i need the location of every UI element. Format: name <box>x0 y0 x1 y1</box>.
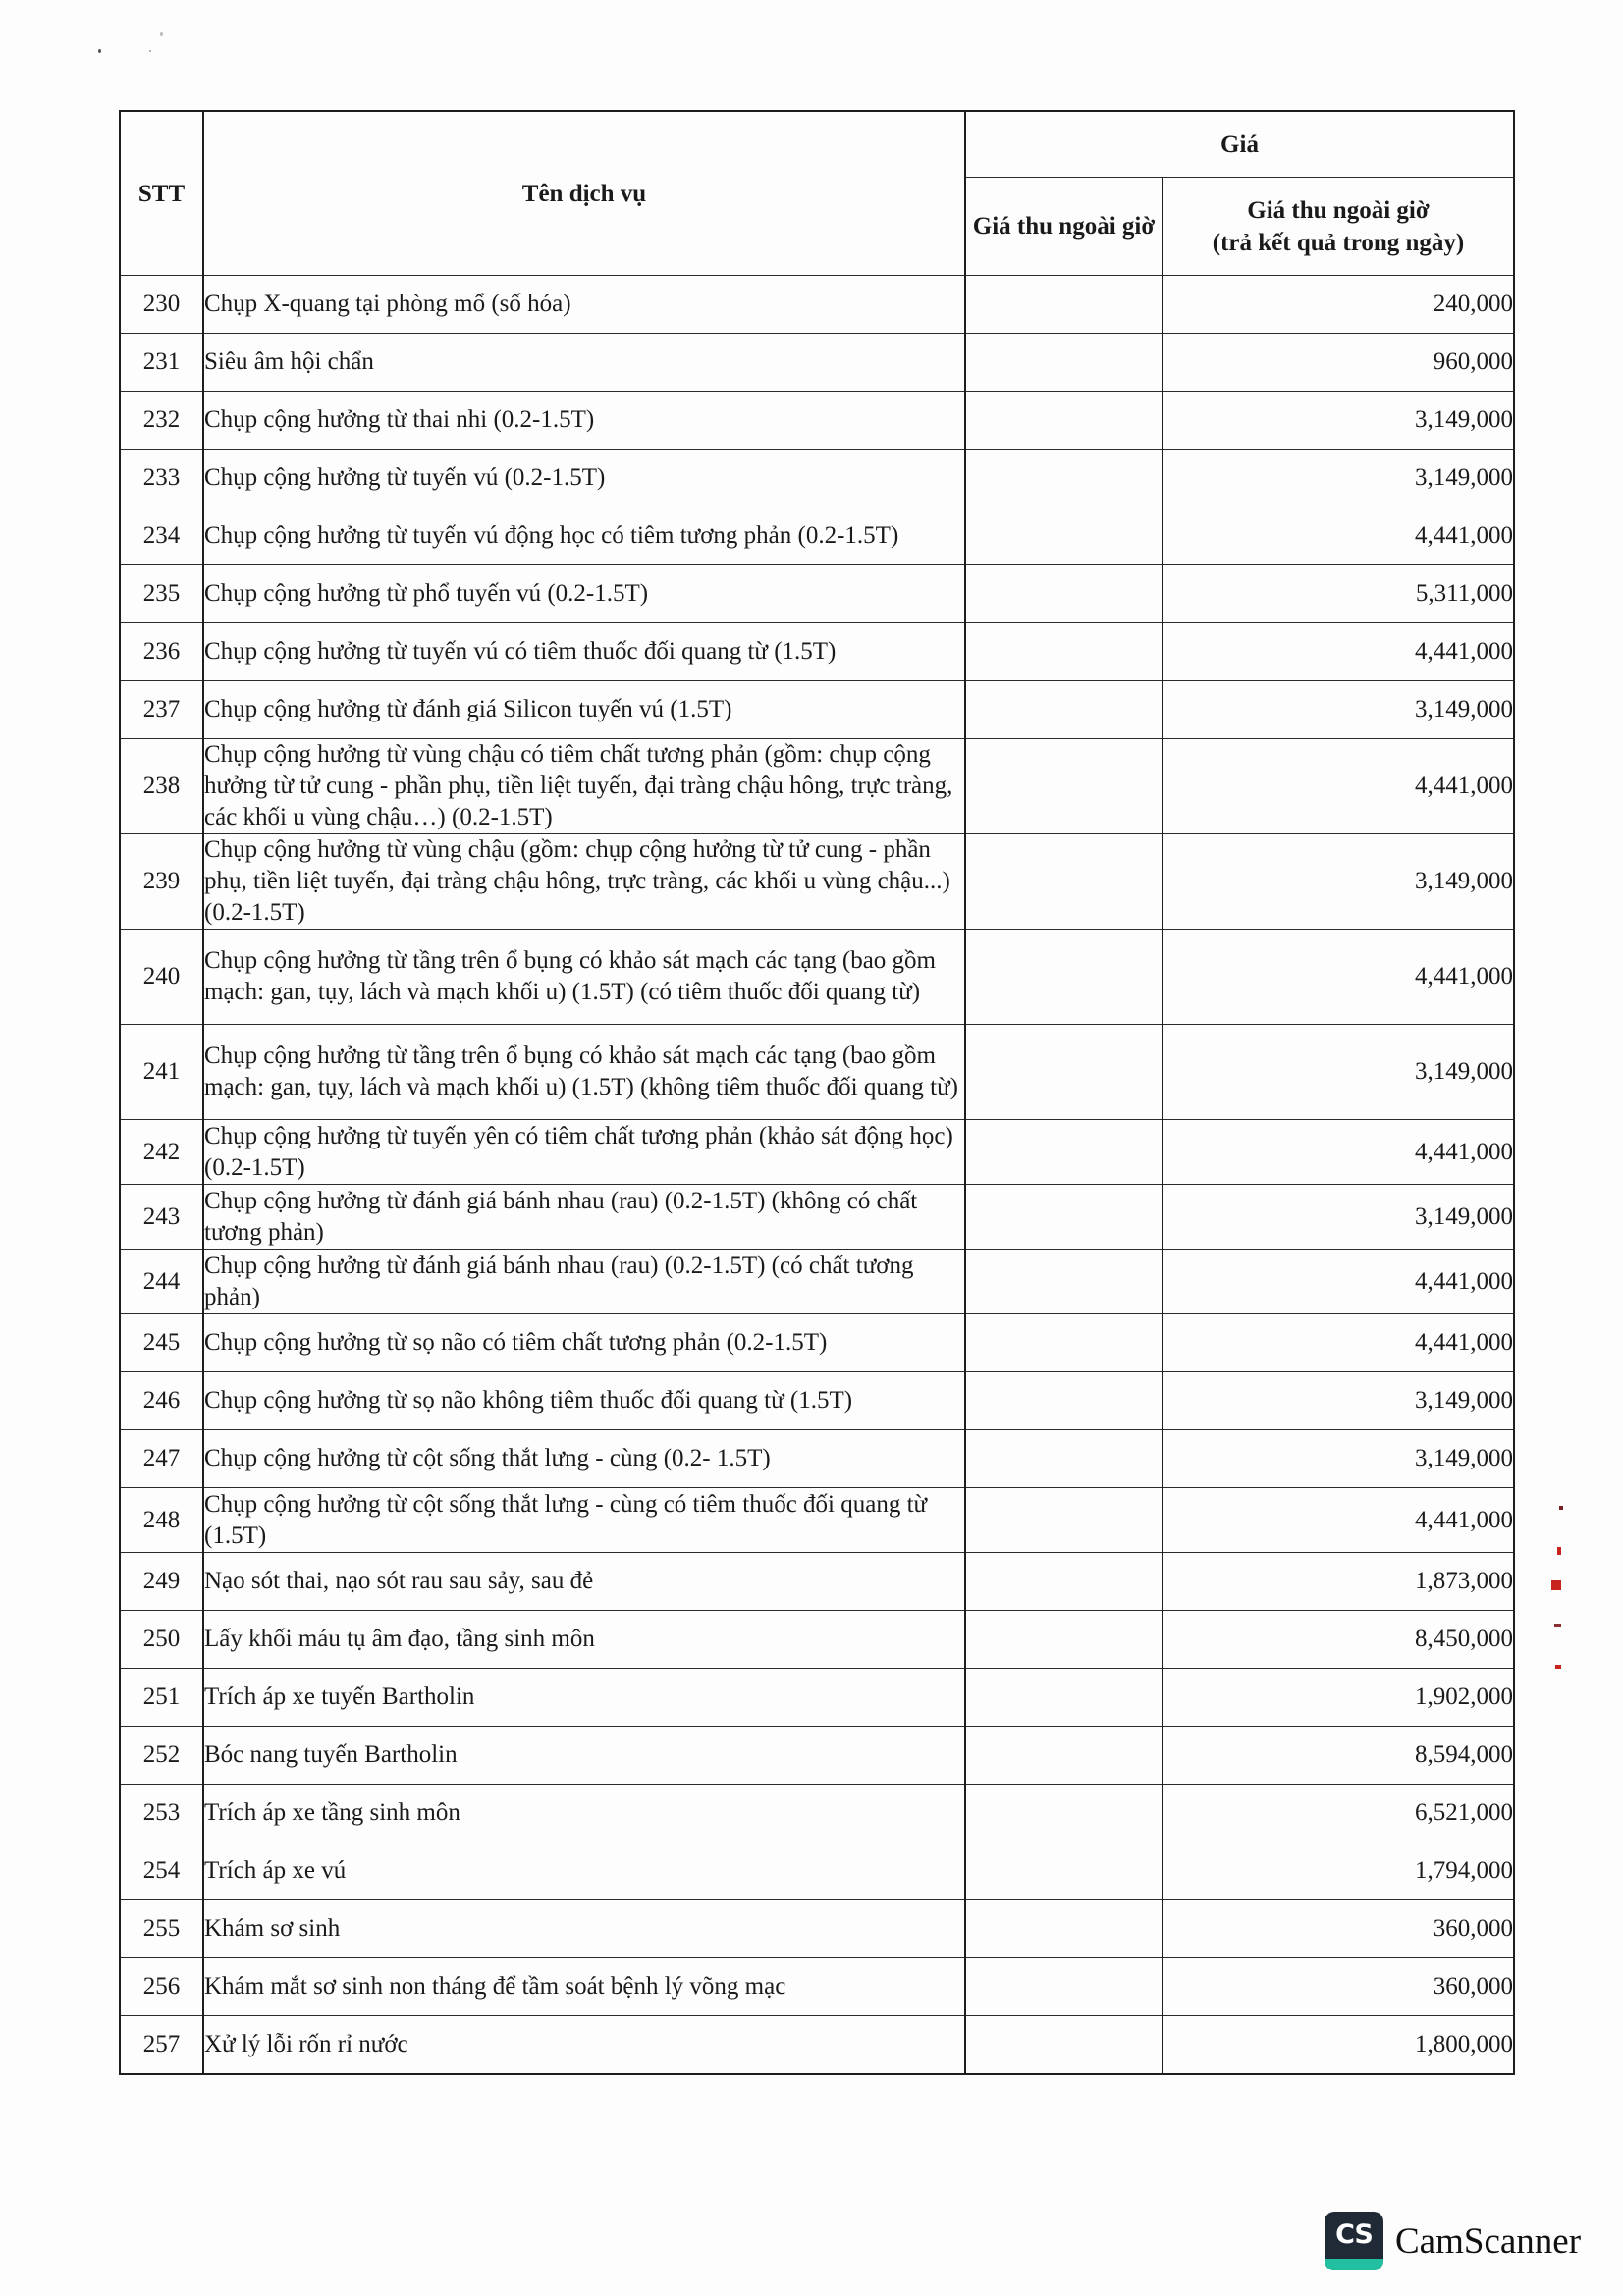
cell-price-after-hours <box>965 1025 1163 1120</box>
cell-stt: 251 <box>120 1669 203 1727</box>
table-row <box>120 1314 1514 1372</box>
table-row <box>120 1185 1514 1250</box>
table-row <box>120 834 1514 930</box>
cell-service-name: Nạo sót thai, nạo sót rau sau sảy, sau đẻ <box>203 1553 965 1611</box>
camscanner-badge-text: CS <box>1335 2219 1373 2250</box>
cell-stt: 238 <box>120 739 203 834</box>
cell-price-same-day: 3,149,000 <box>1163 1185 1514 1250</box>
table-row <box>120 1727 1514 1785</box>
cell-price-after-hours <box>965 1488 1163 1553</box>
cell-service-name: Khám mắt sơ sinh non tháng để tầm soát bệnh lý võng mạc <box>203 1958 965 2016</box>
cell-service-name: Chụp cộng hưởng từ sọ não không tiêm thuốc đối quang từ (1.5T) <box>203 1372 965 1430</box>
cell-price-same-day: 8,594,000 <box>1163 1727 1514 1785</box>
cell-stt: 249 <box>120 1553 203 1611</box>
cell-price-same-day: 960,000 <box>1163 334 1514 392</box>
camscanner-brand-name: CamScanner <box>1395 2220 1582 2262</box>
table-row <box>120 1120 1514 1185</box>
cell-price-same-day: 3,149,000 <box>1163 834 1514 930</box>
cell-service-name: Chụp cộng hưởng từ đánh giá bánh nhau (rau) (0.2-1.5T) (có chất tương phản) <box>203 1250 965 1314</box>
scan-speck <box>149 50 151 52</box>
cell-price-after-hours <box>965 1958 1163 2016</box>
cell-price-same-day: 4,441,000 <box>1163 1314 1514 1372</box>
header-price-same-day <box>1163 178 1514 276</box>
cell-price-same-day: 4,441,000 <box>1163 739 1514 834</box>
camscanner-badge-strip <box>1325 2259 1383 2270</box>
cell-price-same-day: 3,149,000 <box>1163 392 1514 450</box>
cell-service-name: Chụp cộng hưởng từ đánh giá Silicon tuyến vú (1.5T) <box>203 681 965 739</box>
cell-price-same-day: 1,902,000 <box>1163 1669 1514 1727</box>
cell-stt: 257 <box>120 2016 203 2075</box>
cell-stt: 241 <box>120 1025 203 1120</box>
cell-price-after-hours <box>965 1669 1163 1727</box>
table-row <box>120 565 1514 623</box>
cell-price-same-day: 8,450,000 <box>1163 1611 1514 1669</box>
scan-speck <box>98 49 101 53</box>
cell-service-name: Chụp cộng hưởng từ tầng trên ổ bụng có khảo sát mạch các tạng (bao gồm mạch: gan, tụy, lách và mạch khối u) (1.5T) (có tiêm thuốc đối quang từ) <box>203 930 965 1025</box>
header-price-group: Giá <box>965 111 1514 178</box>
cell-price-same-day: 4,441,000 <box>1163 507 1514 565</box>
cell-price-after-hours <box>965 1727 1163 1785</box>
cell-price-after-hours <box>965 1553 1163 1611</box>
table-row <box>120 1250 1514 1314</box>
cell-price-same-day: 5,311,000 <box>1163 565 1514 623</box>
cell-stt: 237 <box>120 681 203 739</box>
cell-stt: 250 <box>120 1611 203 1669</box>
cell-service-name: Khám sơ sinh <box>203 1900 965 1958</box>
table-row <box>120 276 1514 334</box>
cell-service-name: Chụp cộng hưởng từ vùng chậu (gồm: chụp cộng hưởng từ tử cung - phần phụ, tiền liệt tuyến, đại tràng chậu hông, trực tràng, các khối u vùng chậu...) (0.2-1.5T) <box>203 834 965 930</box>
table-row <box>120 1430 1514 1488</box>
cell-price-same-day: 3,149,000 <box>1163 450 1514 507</box>
table-row <box>120 392 1514 450</box>
table-row <box>120 1958 1514 2016</box>
cell-service-name: Chụp cộng hưởng từ phổ tuyến vú (0.2-1.5T) <box>203 565 965 623</box>
cell-price-same-day: 1,873,000 <box>1163 1553 1514 1611</box>
cell-service-name: Chụp cộng hưởng từ thai nhi (0.2-1.5T) <box>203 392 965 450</box>
cell-price-after-hours <box>965 1842 1163 1900</box>
cell-price-same-day: 360,000 <box>1163 1900 1514 1958</box>
cell-stt: 243 <box>120 1185 203 1250</box>
stamp-fragment <box>1555 1665 1561 1669</box>
cell-service-name: Chụp cộng hưởng từ tuyến vú (0.2-1.5T) <box>203 450 965 507</box>
cell-service-name: Chụp cộng hưởng từ đánh giá bánh nhau (rau) (0.2-1.5T) (không có chất tương phản) <box>203 1185 965 1250</box>
header-service-name: Tên dịch vụ <box>203 111 965 276</box>
cell-price-after-hours <box>965 392 1163 450</box>
cell-price-same-day: 3,149,000 <box>1163 1025 1514 1120</box>
cell-service-name: Chụp cộng hưởng từ cột sống thắt lưng - cùng (0.2- 1.5T) <box>203 1430 965 1488</box>
table-row <box>120 623 1514 681</box>
camscanner-watermark <box>1325 2212 1581 2270</box>
cell-price-after-hours <box>965 1120 1163 1185</box>
cell-price-same-day: 3,149,000 <box>1163 1430 1514 1488</box>
table-row <box>120 1669 1514 1727</box>
cell-price-after-hours <box>965 450 1163 507</box>
cell-service-name: Xử lý lỗi rốn rỉ nước <box>203 2016 965 2075</box>
cell-service-name: Bóc nang tuyến Bartholin <box>203 1727 965 1785</box>
table-row <box>120 930 1514 1025</box>
table-row <box>120 1488 1514 1553</box>
cell-service-name: Chụp cộng hưởng từ tuyến vú động học có tiêm tương phản (0.2-1.5T) <box>203 507 965 565</box>
cell-stt: 239 <box>120 834 203 930</box>
table-row <box>120 1900 1514 1958</box>
cell-price-same-day: 4,441,000 <box>1163 1120 1514 1185</box>
cell-service-name: Chụp cộng hưởng từ tuyến vú có tiêm thuốc đối quang từ (1.5T) <box>203 623 965 681</box>
table-row <box>120 507 1514 565</box>
table-row <box>120 1785 1514 1842</box>
cell-price-after-hours <box>965 739 1163 834</box>
table-row <box>120 2016 1514 2075</box>
cell-stt: 230 <box>120 276 203 334</box>
stamp-fragment <box>1554 1624 1561 1627</box>
cell-price-same-day: 240,000 <box>1163 276 1514 334</box>
cell-service-name: Chụp cộng hưởng từ sọ não có tiêm chất tương phản (0.2-1.5T) <box>203 1314 965 1372</box>
header-price-after-hours: Giá thu ngoài giờ <box>965 178 1163 276</box>
cell-price-same-day: 3,149,000 <box>1163 1372 1514 1430</box>
cell-service-name: Trích áp xe tầng sinh môn <box>203 1785 965 1842</box>
table-header <box>120 111 1514 276</box>
cell-price-after-hours <box>965 1900 1163 1958</box>
stamp-fragment <box>1559 1506 1563 1510</box>
cell-service-name: Chụp cộng hưởng từ tuyến yên có tiêm chất tương phản (khảo sát động học) (0.2-1.5T) <box>203 1120 965 1185</box>
cell-price-same-day: 360,000 <box>1163 1958 1514 2016</box>
cell-service-name: Chụp X-quang tại phòng mổ (số hóa) <box>203 276 965 334</box>
cell-price-same-day: 4,441,000 <box>1163 623 1514 681</box>
cell-stt: 242 <box>120 1120 203 1185</box>
cell-stt: 232 <box>120 392 203 450</box>
cell-stt: 247 <box>120 1430 203 1488</box>
stamp-fragment <box>1551 1580 1561 1590</box>
table-body <box>120 276 1514 2075</box>
cell-service-name: Lấy khối máu tụ âm đạo, tầng sinh môn <box>203 1611 965 1669</box>
cell-stt: 233 <box>120 450 203 507</box>
table-row <box>120 1025 1514 1120</box>
price-table <box>119 110 1515 2075</box>
cell-price-after-hours <box>965 2016 1163 2075</box>
cell-price-after-hours <box>965 1430 1163 1488</box>
cell-service-name: Chụp cộng hưởng từ cột sống thắt lưng - cùng có tiêm thuốc đối quang từ (1.5T) <box>203 1488 965 1553</box>
cell-stt: 248 <box>120 1488 203 1553</box>
table-row <box>120 450 1514 507</box>
cell-service-name: Siêu âm hội chẩn <box>203 334 965 392</box>
table-row <box>120 1611 1514 1669</box>
cell-price-same-day: 4,441,000 <box>1163 1488 1514 1553</box>
cell-price-after-hours <box>965 1250 1163 1314</box>
table-row <box>120 1553 1514 1611</box>
cell-stt: 255 <box>120 1900 203 1958</box>
cell-stt: 254 <box>120 1842 203 1900</box>
cell-price-after-hours <box>965 334 1163 392</box>
cell-stt: 253 <box>120 1785 203 1842</box>
cell-price-after-hours <box>965 623 1163 681</box>
cell-price-after-hours <box>965 1785 1163 1842</box>
table-row <box>120 1842 1514 1900</box>
cell-stt: 235 <box>120 565 203 623</box>
cell-price-same-day: 1,800,000 <box>1163 2016 1514 2075</box>
cell-stt: 245 <box>120 1314 203 1372</box>
cell-stt: 246 <box>120 1372 203 1430</box>
cell-price-after-hours <box>965 565 1163 623</box>
cell-price-after-hours <box>965 930 1163 1025</box>
header-price-same-day-line2: (trả kết quả trong ngày) <box>1212 229 1465 256</box>
cell-price-after-hours <box>965 1372 1163 1430</box>
cell-price-after-hours <box>965 834 1163 930</box>
cell-price-same-day: 3,149,000 <box>1163 681 1514 739</box>
cell-service-name: Trích áp xe tuyến Bartholin <box>203 1669 965 1727</box>
header-price-same-day-line1: Giá thu ngoài giờ <box>1247 196 1430 224</box>
camscanner-logo-icon <box>1325 2212 1383 2270</box>
cell-price-after-hours <box>965 681 1163 739</box>
cell-stt: 240 <box>120 930 203 1025</box>
cell-stt: 256 <box>120 1958 203 2016</box>
cell-service-name: Chụp cộng hưởng từ vùng chậu có tiêm chất tương phản (gồm: chụp cộng hưởng từ tử cung - phần phụ, tiền liệt tuyến, đại tràng chậu hông, trực tràng, các khối u vùng chậu…) (0.2-1.5T) <box>203 739 965 834</box>
cell-price-after-hours <box>965 1611 1163 1669</box>
table-row <box>120 739 1514 834</box>
cell-stt: 231 <box>120 334 203 392</box>
table-row <box>120 681 1514 739</box>
cell-price-after-hours <box>965 507 1163 565</box>
cell-stt: 234 <box>120 507 203 565</box>
table-row <box>120 1372 1514 1430</box>
cell-price-same-day: 6,521,000 <box>1163 1785 1514 1842</box>
scan-speck <box>160 32 163 36</box>
stamp-fragment <box>1557 1547 1561 1555</box>
cell-stt: 244 <box>120 1250 203 1314</box>
cell-price-after-hours <box>965 1314 1163 1372</box>
header-stt: STT <box>120 111 203 276</box>
cell-price-same-day: 4,441,000 <box>1163 930 1514 1025</box>
cell-price-same-day: 1,794,000 <box>1163 1842 1514 1900</box>
table-row <box>120 334 1514 392</box>
cell-price-after-hours <box>965 276 1163 334</box>
cell-price-after-hours <box>965 1185 1163 1250</box>
cell-stt: 236 <box>120 623 203 681</box>
cell-service-name: Chụp cộng hưởng từ tầng trên ổ bụng có khảo sát mạch các tạng (bao gồm mạch: gan, tụy, lách và mạch khối u) (1.5T) (không tiêm thuốc đối quang từ) <box>203 1025 965 1120</box>
cell-stt: 252 <box>120 1727 203 1785</box>
cell-service-name: Trích áp xe vú <box>203 1842 965 1900</box>
cell-price-same-day: 4,441,000 <box>1163 1250 1514 1314</box>
